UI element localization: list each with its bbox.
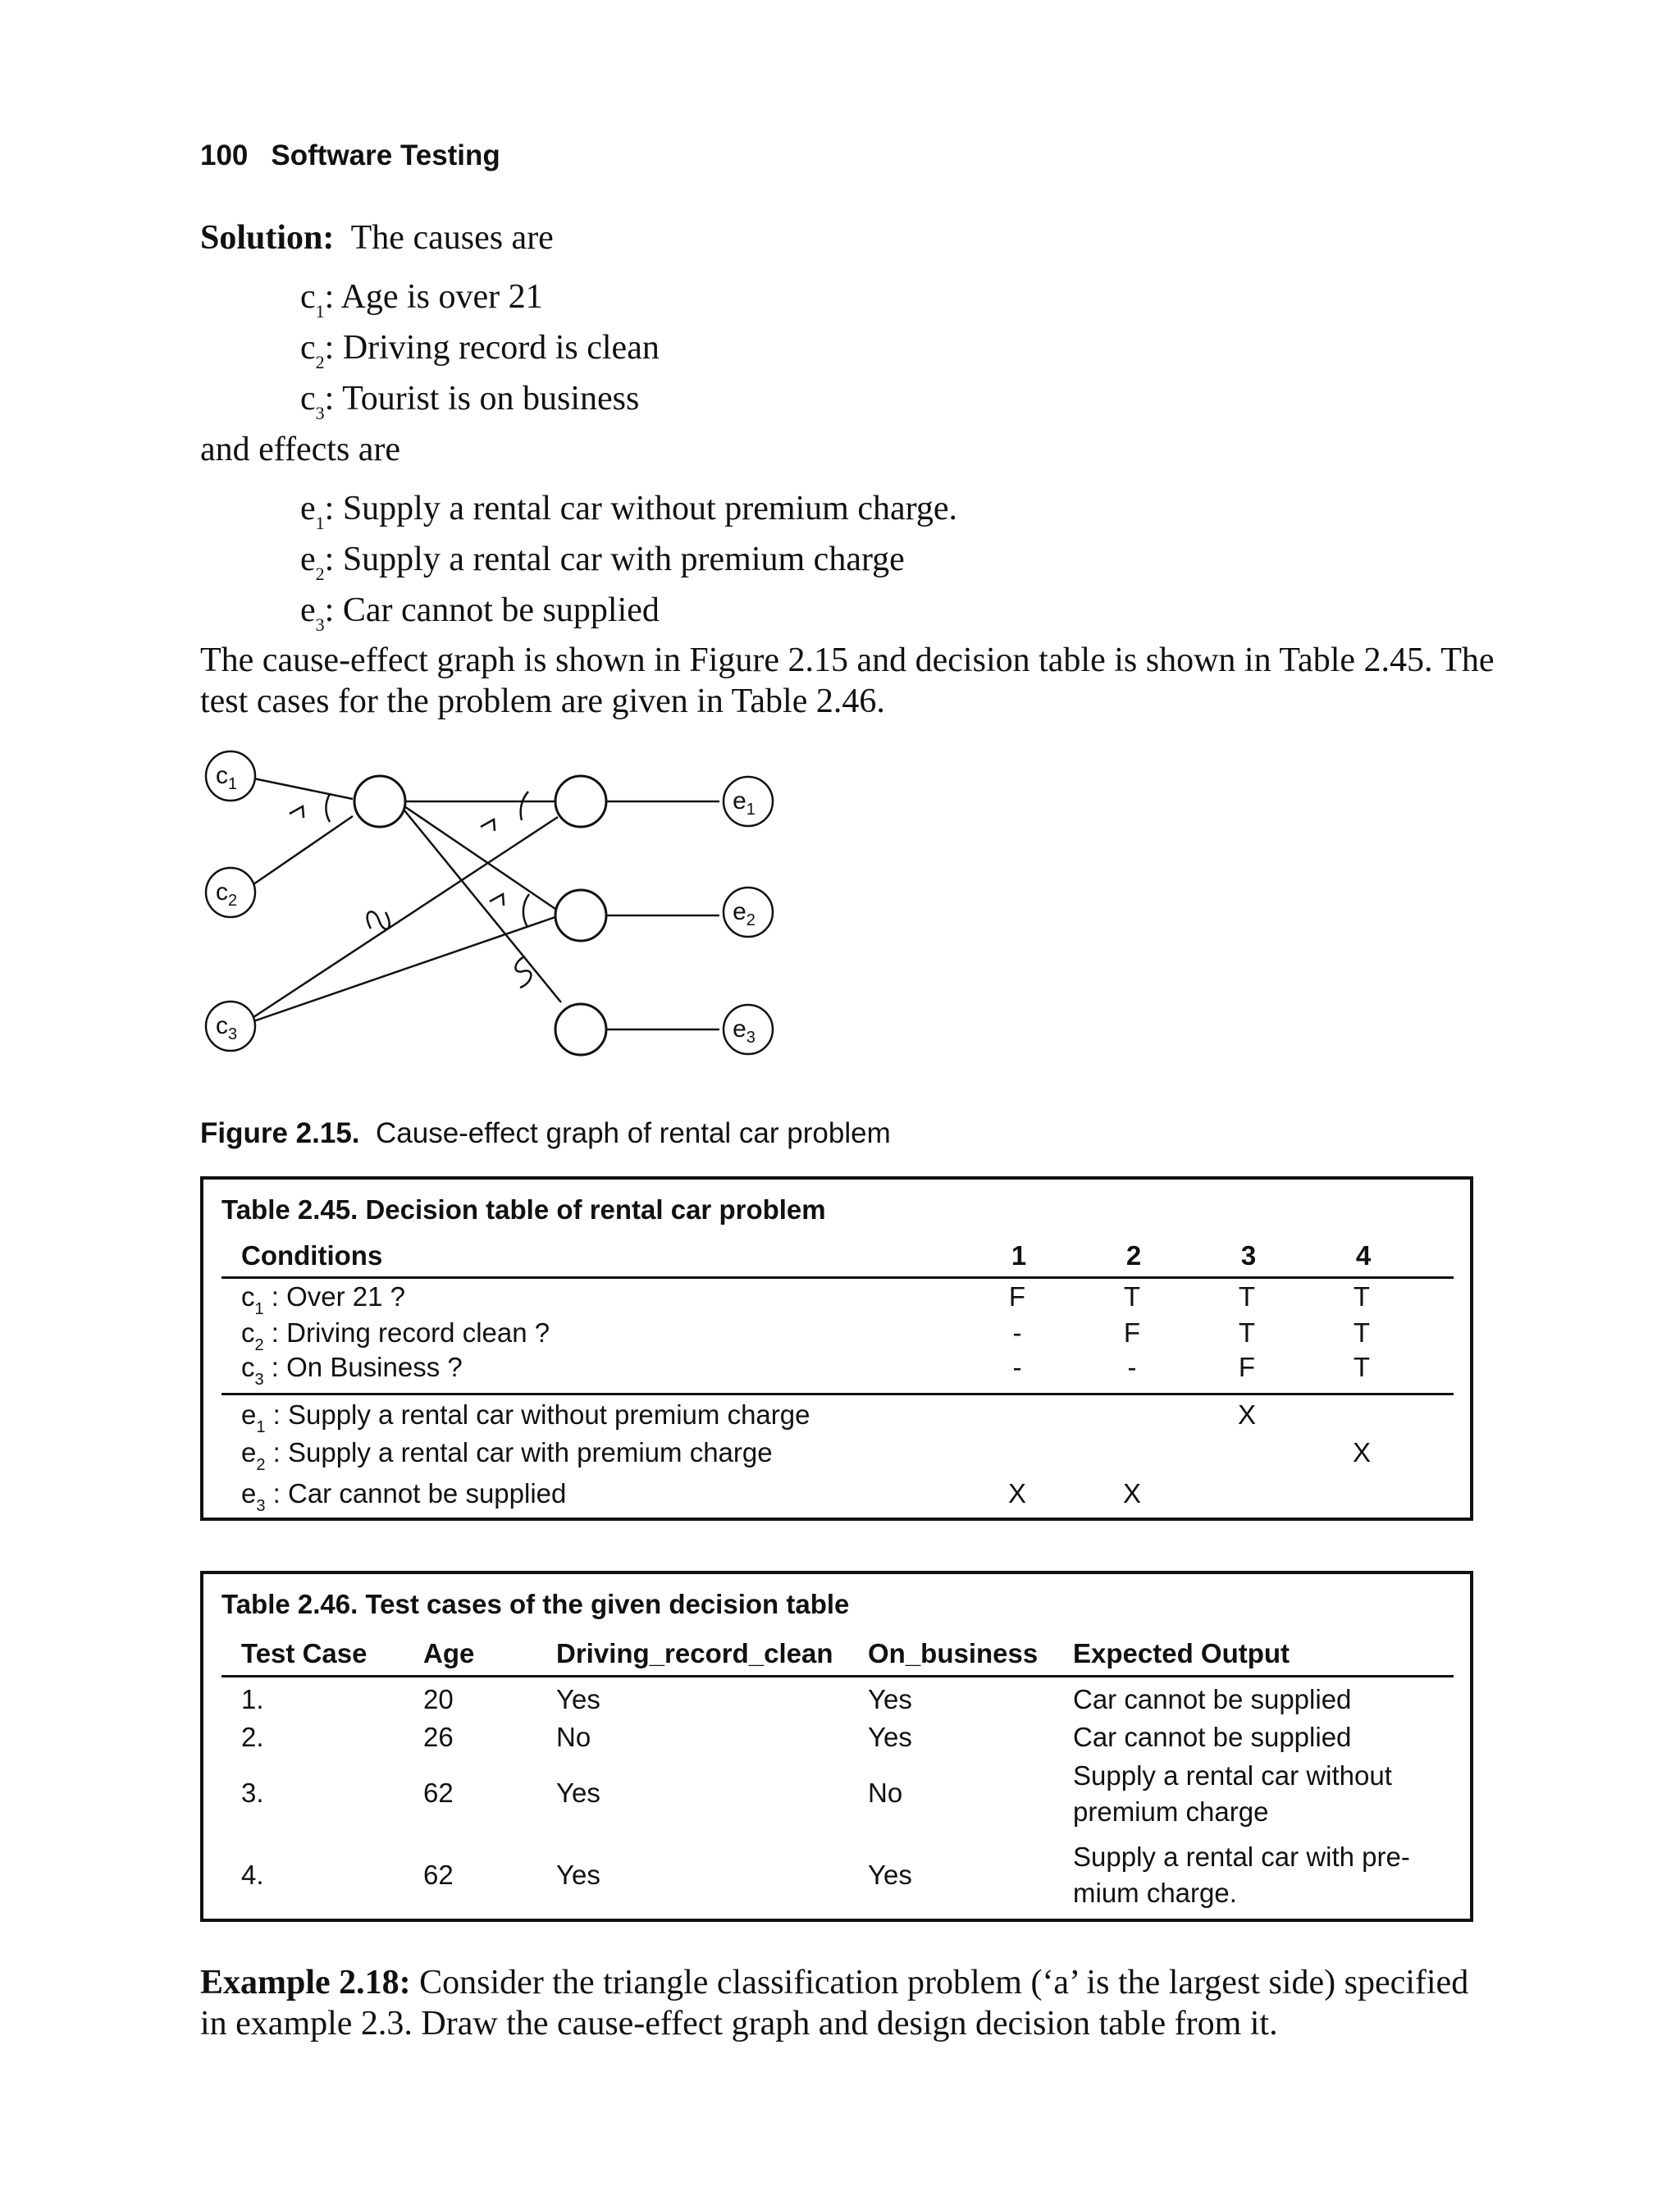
effect-node-label: $e_1$ xyxy=(733,787,756,819)
cell: T xyxy=(1238,1281,1256,1312)
cell-test-case: 3. xyxy=(241,1778,264,1808)
column-header: 2 xyxy=(1125,1240,1142,1271)
cell: T xyxy=(1353,1352,1371,1382)
cause-item: $c_1$: Age is over 21 xyxy=(300,278,543,322)
page-number: 100 xyxy=(200,139,249,171)
cell: X xyxy=(1352,1437,1371,1467)
effect-item: $e_3$: Car cannot be supplied xyxy=(300,591,660,635)
cell-age: 62 xyxy=(423,1860,454,1890)
cell-age: 26 xyxy=(423,1722,454,1752)
cell-business: No xyxy=(868,1778,903,1808)
effect-item: $e_2$: Supply a rental car with premium charge xyxy=(300,541,905,584)
action-label: $e_3$ : Car cannot be supplied xyxy=(241,1478,567,1515)
column-header: Expected Output xyxy=(1073,1638,1290,1668)
cell: F xyxy=(1008,1281,1026,1312)
edge-and-e3node xyxy=(404,810,561,1002)
book-title: Software Testing xyxy=(271,139,500,171)
cell-output: Supply a rental car with pre- mium charge. xyxy=(1073,1842,1410,1908)
edge-c3-e2node xyxy=(253,917,555,1021)
cell-age: 62 xyxy=(423,1778,454,1808)
effect-node-label: $e_3$ xyxy=(733,1016,756,1047)
cell-test-case: 1. xyxy=(241,1684,264,1714)
cell-driving: Yes xyxy=(556,1778,600,1808)
example-paragraph: Example 2.18: Consider the triangle classification problem (‘a’ is the largest side) specified in example 2.3. Draw the cause-effect graph and design decision table from it. xyxy=(200,1964,1469,2043)
cell-driving: No xyxy=(556,1722,591,1752)
cell-business: Yes xyxy=(868,1684,912,1714)
cell: T xyxy=(1353,1317,1371,1348)
and-arc-2 xyxy=(521,792,528,820)
effect-e1-node xyxy=(555,776,606,827)
column-header: 1 xyxy=(1011,1240,1027,1271)
and-symbol-1 xyxy=(290,806,304,818)
cause-item: $c_2$: Driving record is clean xyxy=(300,329,660,372)
figure-caption-text: Cause-effect graph of rental car problem xyxy=(375,1117,891,1149)
action-label: $e_1$ : Supply a rental car without premium charge xyxy=(241,1399,810,1436)
column-header: Test Case xyxy=(241,1638,368,1668)
intermediate-node xyxy=(354,776,405,827)
header-rule xyxy=(221,1276,1454,1279)
effect-e3-node xyxy=(555,1004,606,1055)
solution-intro-text: The causes are xyxy=(350,219,554,257)
cell-output: Supply a rental car without premium charge xyxy=(1073,1760,1392,1827)
cell: - xyxy=(1127,1352,1137,1382)
cell: F xyxy=(1238,1352,1256,1382)
cause-node-label: $c_2$ xyxy=(215,879,238,910)
cell: F xyxy=(1123,1317,1141,1348)
conditions-header: Conditions xyxy=(241,1240,383,1271)
column-header: 3 xyxy=(1240,1240,1257,1271)
figure-caption xyxy=(200,1117,891,1150)
effect-node-label: $e_2$ xyxy=(733,898,756,929)
cause-item: $c_3$: Tourist is on business xyxy=(300,380,640,423)
edge-and-e2node xyxy=(404,806,555,909)
cell-driving: Yes xyxy=(556,1860,600,1890)
condition-label: $c_3$ : On Business ? xyxy=(241,1352,463,1389)
action-label: $e_2$ : Supply a rental car with premium charge xyxy=(241,1437,773,1474)
column-header: Age xyxy=(423,1638,475,1668)
not-mark-1 xyxy=(368,911,390,929)
example-label: Example 2.18: xyxy=(200,1964,411,2001)
and-symbol-3 xyxy=(490,894,504,906)
figure-label: Figure 2.15. xyxy=(200,1117,360,1149)
edge-c1-and xyxy=(253,778,353,799)
table-title: Table 2.45. Decision table of rental car problem xyxy=(221,1194,826,1225)
test-cases-table xyxy=(200,1571,1473,1922)
condition-label: $c_2$ : Driving record clean ? xyxy=(241,1317,550,1354)
cause-node-label: $c_1$ xyxy=(215,762,238,793)
cell: T xyxy=(1123,1281,1141,1312)
cell: X xyxy=(1007,1478,1026,1509)
cell: - xyxy=(1012,1317,1022,1348)
and-arc-1 xyxy=(326,794,330,822)
effect-e2-node xyxy=(555,890,606,941)
table-title: Table 2.46. Test cases of the given decision table xyxy=(221,1589,850,1619)
cell: X xyxy=(1237,1399,1256,1430)
cell-driving: Yes xyxy=(556,1684,600,1714)
cell-output: Car cannot be supplied xyxy=(1073,1722,1352,1752)
and-symbol-2 xyxy=(481,819,495,831)
body-paragraph: The cause-effect graph is shown in Figure 2.15 and decision table is shown in Table 2.45. The test cases for the problem are given in Table 2.46. xyxy=(200,641,1495,720)
cell: X xyxy=(1122,1478,1141,1509)
edge-c3-e1node xyxy=(253,817,558,1017)
decision-table xyxy=(200,1176,1473,1521)
effects-intro: and effects are xyxy=(200,431,401,468)
cell: T xyxy=(1238,1317,1256,1348)
section-rule xyxy=(221,1393,1454,1395)
cause-node-label: $c_3$ xyxy=(215,1012,238,1043)
cell-output: Car cannot be supplied xyxy=(1073,1684,1352,1714)
cell-test-case: 4. xyxy=(241,1860,264,1890)
solution-label: Solution: xyxy=(200,219,335,257)
column-header: On_business xyxy=(868,1638,1039,1668)
cell-test-case: 2. xyxy=(241,1722,264,1752)
condition-label: $c_1$ : Over 21 ? xyxy=(241,1281,406,1318)
cell: T xyxy=(1353,1281,1371,1312)
header-rule xyxy=(221,1675,1454,1677)
cell-business: Yes xyxy=(868,1860,912,1890)
effect-item: $e_1$: Supply a rental car without premium charge. xyxy=(300,490,957,533)
column-header: Driving_record_clean xyxy=(556,1638,833,1668)
and-arc-3 xyxy=(523,894,529,927)
cell: - xyxy=(1012,1352,1022,1382)
column-header: 4 xyxy=(1355,1240,1372,1271)
cell-age: 20 xyxy=(423,1684,454,1714)
edge-c2-and xyxy=(253,816,353,884)
cell-business: Yes xyxy=(868,1722,912,1752)
